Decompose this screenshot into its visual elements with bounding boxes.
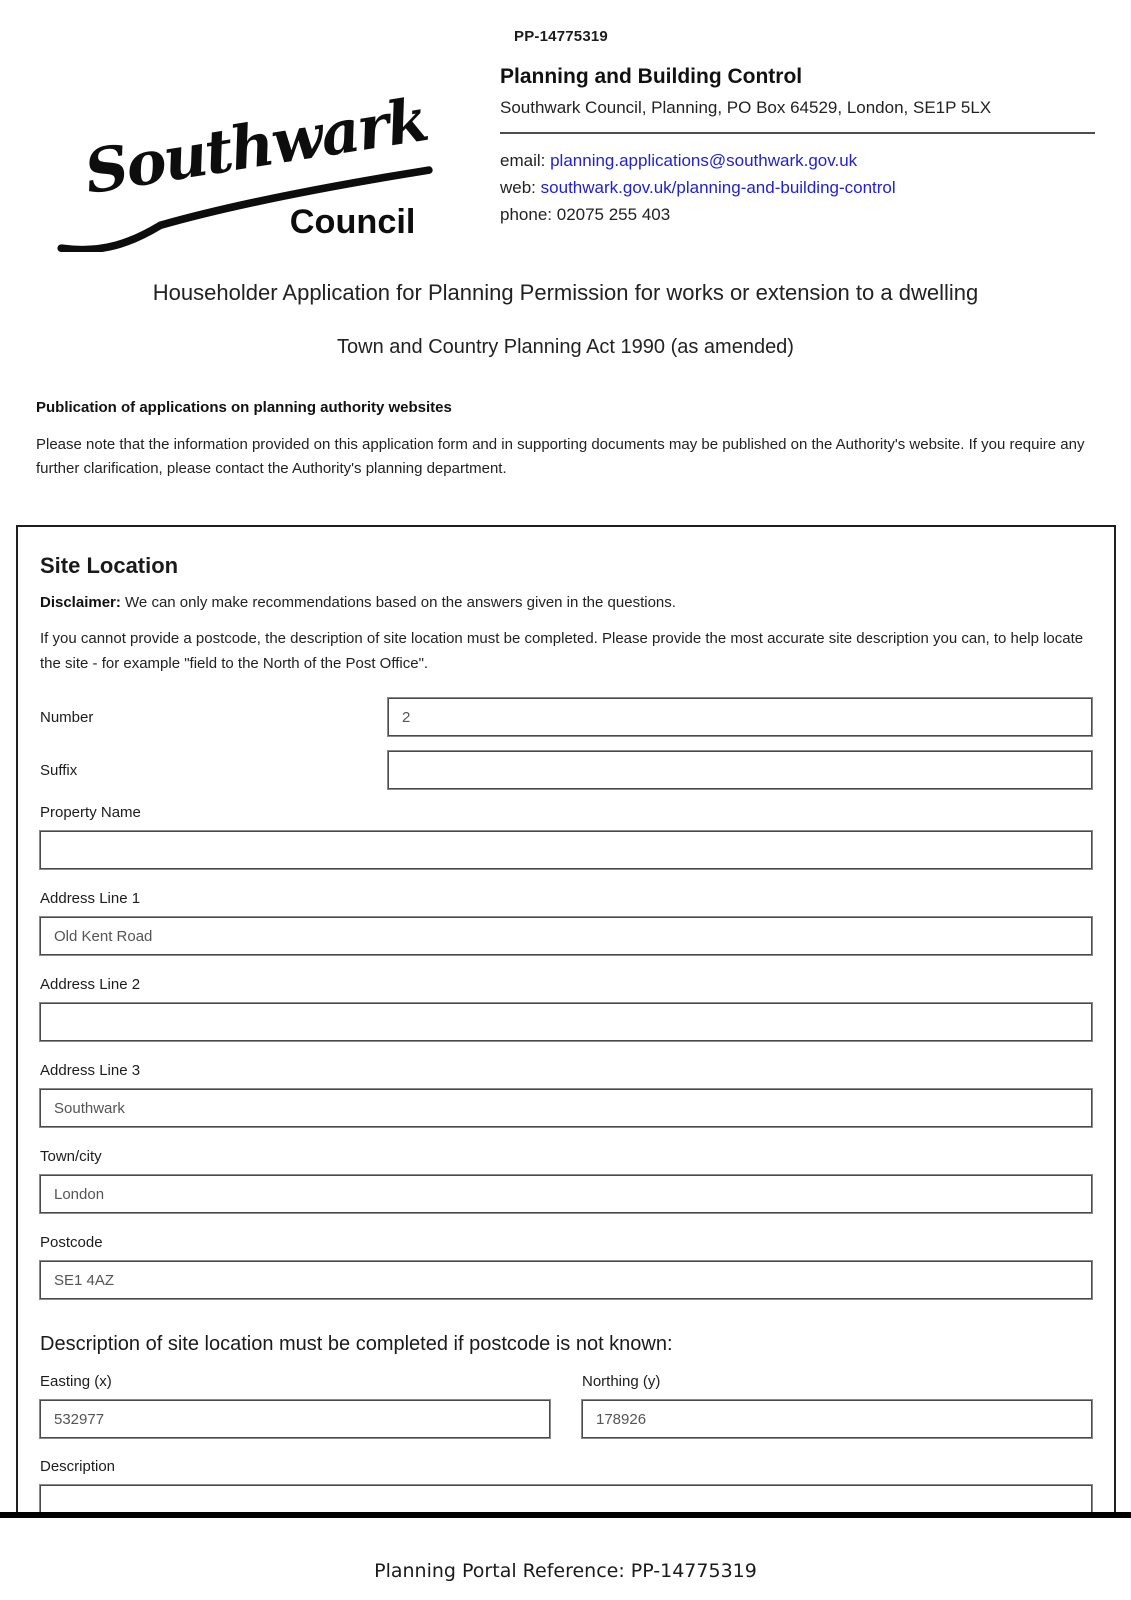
field-northing — [582, 1373, 1092, 1438]
logo-wordmark: Southwark — [80, 85, 432, 209]
disclaimer-label: Disclaimer: — [40, 594, 121, 611]
header-contact-block — [500, 28, 1131, 228]
description-input[interactable] — [40, 1485, 1092, 1512]
web-label: web: — [500, 178, 536, 197]
field-row-address-line-2 — [40, 976, 1092, 1041]
postcode-input[interactable] — [40, 1261, 1092, 1299]
number-label: Number — [40, 708, 94, 726]
contact-web-line — [500, 174, 1095, 201]
field-easting — [40, 1373, 550, 1438]
department-address: Southwark Council, Planning, PO Box 64529, London, SE1P 5LX — [500, 98, 992, 117]
suffix-input[interactable] — [388, 751, 1092, 789]
department-title: Planning and Building Control — [500, 65, 803, 88]
contact-email-line — [500, 147, 1095, 174]
southwark-logo-graphic — [44, 52, 448, 252]
address-line-2-label: Address Line 2 — [40, 976, 141, 993]
field-row-property-name — [40, 804, 1092, 869]
disclaimer-text — [40, 594, 1092, 611]
field-row-number — [40, 698, 1092, 736]
email-link[interactable]: planning.applications@southwark.gov.uk — [550, 151, 858, 170]
application-reference: PP-14775319 — [514, 28, 608, 45]
description-label: Description — [40, 1458, 116, 1475]
web-link[interactable]: southwark.gov.uk/planning-and-building-control — [540, 178, 896, 197]
number-input[interactable] — [388, 698, 1092, 736]
page-break-divider — [0, 1512, 1131, 1518]
publication-heading: Publication of applications on planning authority websites — [36, 399, 452, 416]
field-row-address-line-1 — [40, 890, 1092, 955]
logo-council-label: Council — [289, 202, 416, 241]
address-line-1-input[interactable] — [40, 917, 1092, 955]
property-name-input[interactable] — [40, 831, 1092, 869]
property-name-label: Property Name — [40, 804, 141, 821]
section-title: Site Location — [40, 553, 179, 578]
field-row-town-city — [40, 1148, 1092, 1213]
email-label: email: — [500, 151, 546, 170]
address-line-3-label: Address Line 3 — [40, 1062, 141, 1079]
northing-label: Northing (y) — [582, 1373, 661, 1390]
address-line-2-input[interactable] — [40, 1003, 1092, 1041]
town-city-label: Town/city — [40, 1148, 102, 1165]
form-subtitle: Town and Country Planning Act 1990 (as amended) — [337, 336, 794, 358]
address-line-1-label: Address Line 1 — [40, 890, 141, 907]
easting-label: Easting (x) — [40, 1373, 112, 1390]
planning-portal-reference: Planning Portal Reference: PP-14775319 — [374, 1560, 757, 1582]
contact-phone-line — [500, 201, 1095, 228]
phone-number: 02075 255 403 — [556, 205, 671, 224]
postcode-instructions: If you cannot provide a postcode, the description of site location must be completed. Please provide the most accurate site description you can, to help locate the site - for example "field to the North of the Post Office". — [40, 630, 1084, 672]
site-location-section — [16, 525, 1116, 1512]
field-row-address-line-3 — [40, 1062, 1092, 1127]
disclaimer-body: We can only make recommendations based on the answers given in the questions. — [125, 594, 676, 611]
town-city-input[interactable] — [40, 1175, 1092, 1213]
address-line-3-input[interactable] — [40, 1089, 1092, 1127]
easting-input[interactable] — [40, 1400, 550, 1438]
publication-text: Please note that the information provided on this application form and in supporting documents may be published on the Authority's website. If you require any further clarification, please contact the Authority's planning department. — [36, 436, 1085, 477]
header-divider — [500, 132, 1095, 134]
field-row-postcode — [40, 1234, 1092, 1299]
postcode-label: Postcode — [40, 1234, 103, 1251]
field-row-suffix — [40, 751, 1092, 789]
coordinates-row — [40, 1373, 1092, 1438]
description-requirement-heading: Description of site location must be completed if postcode is not known: — [40, 1333, 673, 1355]
form-title: Householder Application for Planning Permission for works or extension to a dwelling — [152, 280, 979, 305]
page-header — [0, 0, 1131, 252]
phone-label: phone: — [500, 205, 552, 224]
field-row-description — [40, 1458, 1092, 1512]
suffix-label: Suffix — [40, 761, 78, 779]
southwark-council-logo — [44, 52, 448, 252]
northing-input[interactable] — [582, 1400, 1092, 1438]
